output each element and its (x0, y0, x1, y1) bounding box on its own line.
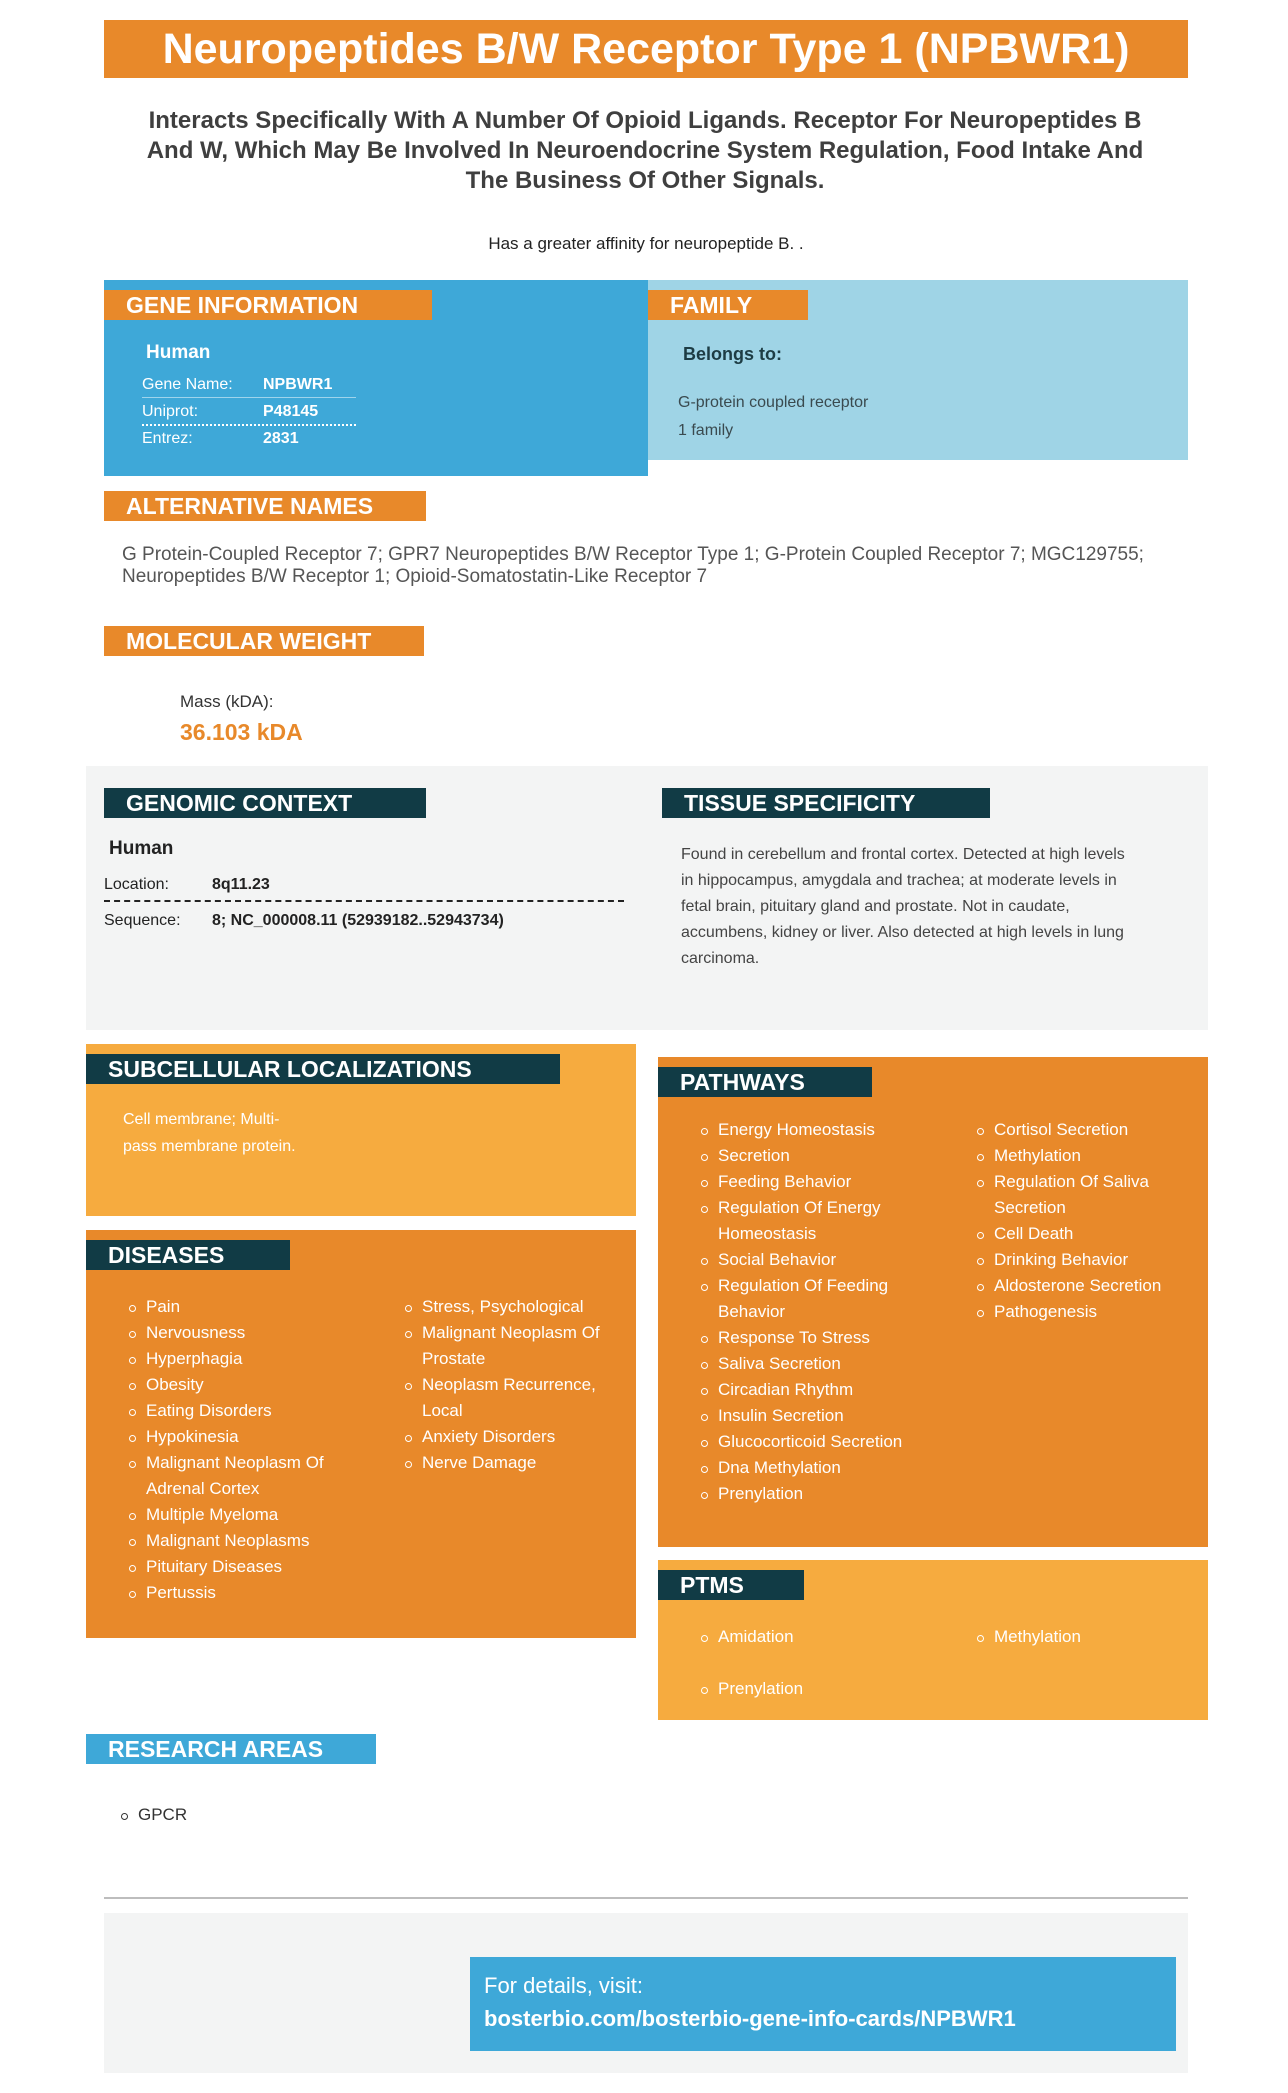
pathway-item: Dna Methylation (698, 1455, 938, 1481)
disease-item: Pain (126, 1294, 346, 1320)
mass-label: Mass (kDA): (180, 692, 274, 711)
pathway-item: Saliva Secretion (698, 1351, 938, 1377)
diseases-list-right (402, 1294, 612, 1476)
disease-item: Malignant Neoplasm Of Adrenal Cortex (126, 1450, 346, 1502)
tissue-line: in hippocampus, amygdala and trachea; at moderate levels in (681, 872, 1117, 889)
diseases-panel (86, 1230, 636, 1638)
pathway-item: Methylation (974, 1143, 1194, 1169)
family-heading: FAMILY (648, 290, 808, 320)
uniprot-row (142, 403, 356, 426)
gene-species: Human (146, 342, 211, 363)
pathway-item: Aldosterone Secretion (974, 1273, 1194, 1299)
gene-information-panel (104, 280, 648, 476)
pathways-heading: PATHWAYS (658, 1067, 872, 1097)
pathway-item: Secretion (698, 1143, 938, 1169)
pathways-list-right (974, 1117, 1194, 1325)
ptm-item: Amidation (698, 1624, 938, 1650)
disease-item: Pertussis (126, 1580, 346, 1606)
details-label: For details, visit: (484, 1973, 643, 1998)
disease-item: Malignant Neoplasm Of Prostate (402, 1320, 612, 1372)
sequence-value: 8; NC_000008.11 (52939182..52943734) (212, 912, 504, 929)
pathway-item: Regulation Of Saliva Secretion (974, 1169, 1194, 1221)
ptm-item: Prenylation (698, 1676, 938, 1702)
ptms-list-left (698, 1624, 938, 1702)
pathway-item: Glucocorticoid Secretion (698, 1429, 938, 1455)
pathway-item: Cell Death (974, 1221, 1194, 1247)
research-areas-list (118, 1802, 187, 1828)
alternative-names-text: G Protein-Coupled Receptor 7; GPR7 Neuropeptides B/W Receptor Type 1; G-Protein Coupled Receptor 7; MGC129755; Neuropeptides B/W Receptor 1; Opioid-Somatostatin-Like Receptor 7 (122, 544, 1144, 587)
disease-item: Pituitary Diseases (126, 1554, 346, 1580)
ptms-heading: PTMS (658, 1570, 804, 1600)
pathway-item: Regulation Of Energy Homeostasis (698, 1195, 938, 1247)
alternative-names-heading: ALTERNATIVE NAMES (104, 491, 426, 521)
uniprot-value[interactable]: P48145 (263, 403, 319, 420)
tissue-line: accumbens, kidney or liver. Also detected at high levels in lung (681, 924, 1124, 941)
tissue-line: fetal brain, pituitary gland and prostate. Not in caudate, (681, 898, 1070, 915)
pathway-item: Social Behavior (698, 1247, 938, 1273)
pathway-item: Drinking Behavior (974, 1247, 1194, 1273)
ptms-panel (658, 1560, 1208, 1720)
molecular-weight-heading: MOLECULAR WEIGHT (104, 626, 424, 656)
sequence-label: Sequence: (104, 912, 181, 929)
diseases-heading: DISEASES (86, 1240, 290, 1270)
pathway-item: Cortisol Secretion (974, 1117, 1194, 1143)
pathway-item: Response To Stress (698, 1325, 938, 1351)
page-title: Neuropeptides B/W Receptor Type 1 (NPBWR1) (162, 25, 1130, 73)
disease-item: Multiple Myeloma (126, 1502, 346, 1528)
pathway-item: Prenylation (698, 1481, 938, 1507)
pathway-item: Circadian Rhythm (698, 1377, 938, 1403)
pathways-panel (658, 1057, 1208, 1547)
family-line-1: G-protein coupled receptor (678, 394, 869, 411)
genomic-species: Human (109, 838, 174, 859)
disease-item: Hyperphagia (126, 1346, 346, 1372)
location-label: Location: (104, 876, 169, 893)
pathway-item: Feeding Behavior (698, 1169, 938, 1195)
tissue-specificity-heading: TISSUE SPECIFICITY (662, 788, 990, 818)
research-areas-heading: RESEARCH AREAS (86, 1734, 376, 1764)
disease-item: Hypokinesia (126, 1424, 346, 1450)
gene-name-label: Gene Name: (142, 376, 233, 393)
pathway-item: Energy Homeostasis (698, 1117, 938, 1143)
disease-item: Eating Disorders (126, 1398, 346, 1424)
gene-information-heading: GENE INFORMATION (104, 290, 432, 320)
subcellular-heading: SUBCELLULAR LOCALIZATIONS (86, 1054, 560, 1084)
location-value: 8q11.23 (212, 876, 270, 893)
tissue-line: carcinoma. (681, 950, 760, 967)
disease-item: Nervousness (126, 1320, 346, 1346)
mass-value: 36.103 kDA (180, 719, 303, 745)
footer-divider (104, 1897, 1188, 1899)
pathway-item: Pathogenesis (974, 1299, 1194, 1325)
pathway-item: Insulin Secretion (698, 1403, 938, 1429)
diseases-list-left (126, 1294, 346, 1606)
uniprot-label: Uniprot: (142, 403, 199, 420)
family-panel (648, 280, 1188, 460)
subcellular-text (123, 1106, 296, 1160)
pathway-item: Regulation Of Feeding Behavior (698, 1273, 938, 1325)
function-note: Has a greater affinity for neuropeptide B. . (488, 234, 804, 253)
location-row (104, 876, 624, 902)
ptms-list-right (974, 1624, 1194, 1650)
pathways-list-left (698, 1117, 938, 1507)
disease-item: Anxiety Disorders (402, 1424, 612, 1450)
disease-item: Obesity (126, 1372, 346, 1398)
subcellular-line: pass membrane protein. (123, 1138, 296, 1155)
disease-item: Stress, Psychological (402, 1294, 612, 1320)
disease-item: Malignant Neoplasms (126, 1528, 346, 1554)
disease-item: Nerve Damage (402, 1450, 612, 1476)
entrez-label: Entrez: (142, 430, 193, 447)
gene-name-row (142, 376, 356, 398)
disease-item: Neoplasm Recurrence, Local (402, 1372, 612, 1424)
details-link-box[interactable] (470, 1957, 1176, 2051)
genomic-tissue-section (86, 766, 1208, 1030)
research-area-item: GPCR (118, 1802, 187, 1828)
gene-name-value: NPBWR1 (263, 376, 333, 393)
entrez-row (142, 430, 299, 448)
genomic-context-heading: GENOMIC CONTEXT (104, 788, 426, 818)
ptm-item: Methylation (974, 1624, 1194, 1650)
entrez-value: 2831 (263, 430, 299, 447)
details-url[interactable]: bosterbio.com/bosterbio-gene-info-cards/NPBWR1 (484, 2006, 1016, 2031)
subcellular-panel (86, 1044, 636, 1216)
function-summary: Interacts Specifically With A Number Of Opioid Ligands. Receptor For Neuropeptides B And W, Which May Be Involved In Neuroendocrine System Regulation, Food Intake And The Business Of Other Signals. (146, 107, 1144, 194)
sequence-row (104, 912, 504, 930)
tissue-line: Found in cerebellum and frontal cortex. Detected at high levels (681, 846, 1125, 863)
tissue-specificity-text (681, 842, 1181, 972)
belongs-to-label: Belongs to: (683, 344, 782, 364)
subcellular-line: Cell membrane; Multi- (123, 1111, 280, 1128)
family-line-2: 1 family (678, 422, 734, 439)
title-banner (104, 20, 1188, 78)
